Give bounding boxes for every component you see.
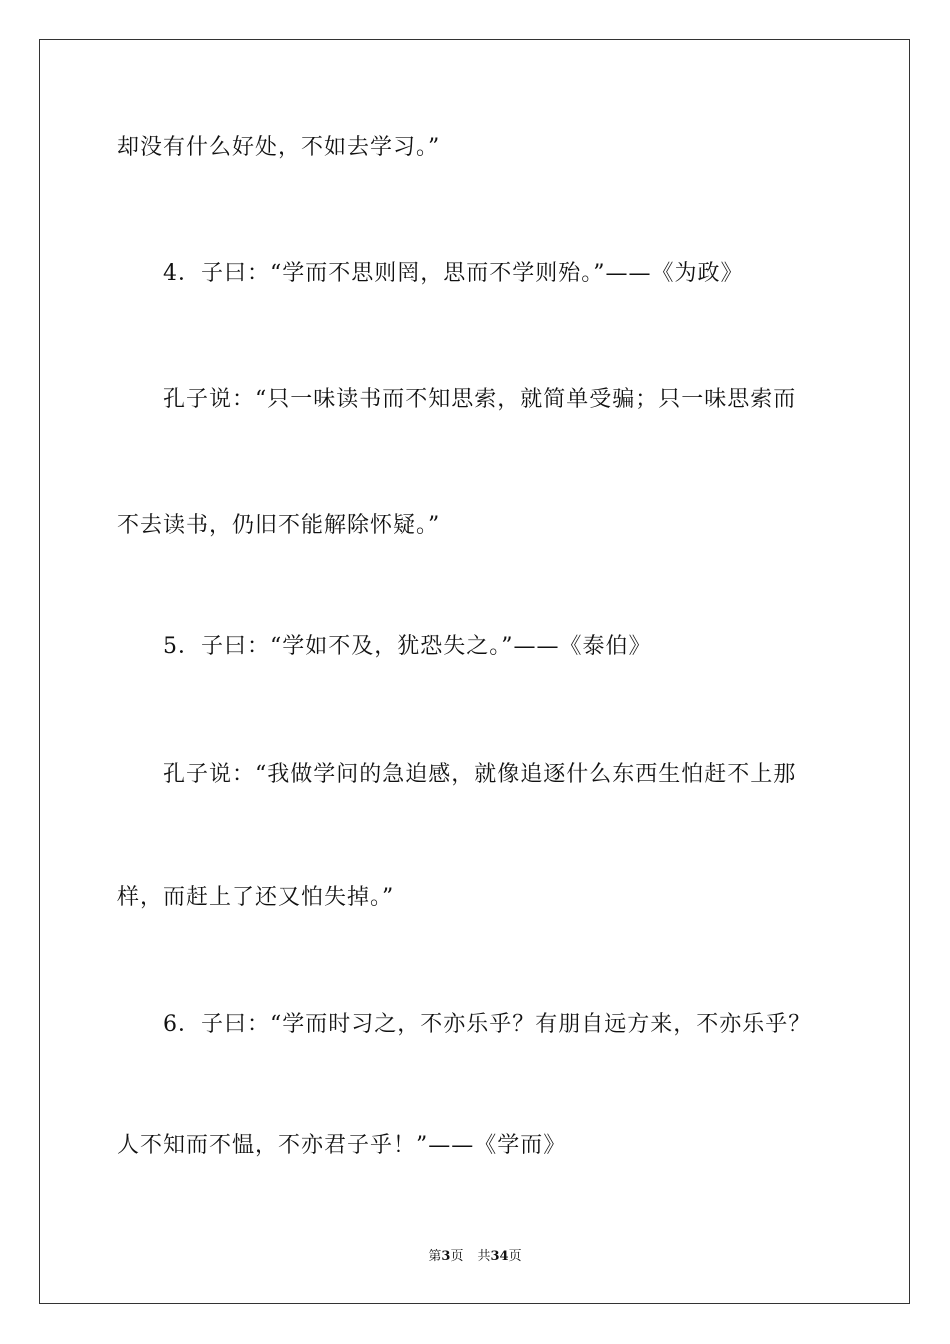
page-border [39, 39, 910, 1304]
text-line-3: 孔子说：“只一味读书而不知思索，就简单受骗；只一味思索而 [163, 387, 797, 412]
page-suffix: 页 [450, 1249, 464, 1264]
text-line-4: 不去读书，仍旧不能解除怀疑。” [117, 513, 441, 538]
text-line-7: 样，而赶上了还又怕失掉。” [117, 885, 395, 910]
text-line-6: 孔子说：“我做学问的急迫感，就像追逐什么东西生怕赶不上那 [163, 762, 797, 787]
total-prefix: 共 [477, 1249, 491, 1264]
page-footer [0, 1248, 950, 1266]
total-pages: 34 [490, 1249, 509, 1264]
page-prefix: 第 [428, 1249, 442, 1264]
text-line-1: 却没有什么好处，不如去学习。” [117, 135, 441, 160]
text-line-5: 5．子曰：“学如不及，犹恐失之。”——《泰伯》 [163, 634, 652, 659]
text-line-8: 6．子曰：“学而时习之，不亦乐乎？有朋自远方来，不亦乐乎？ [163, 1012, 812, 1037]
total-suffix: 页 [508, 1249, 522, 1264]
text-line-2: 4．子曰：“学而不思则罔，思而不学则殆。”——《为政》 [163, 261, 744, 286]
page-number: 3 [441, 1249, 451, 1264]
text-line-9: 人不知而不愠，不亦君子乎！”——《学而》 [117, 1133, 567, 1158]
